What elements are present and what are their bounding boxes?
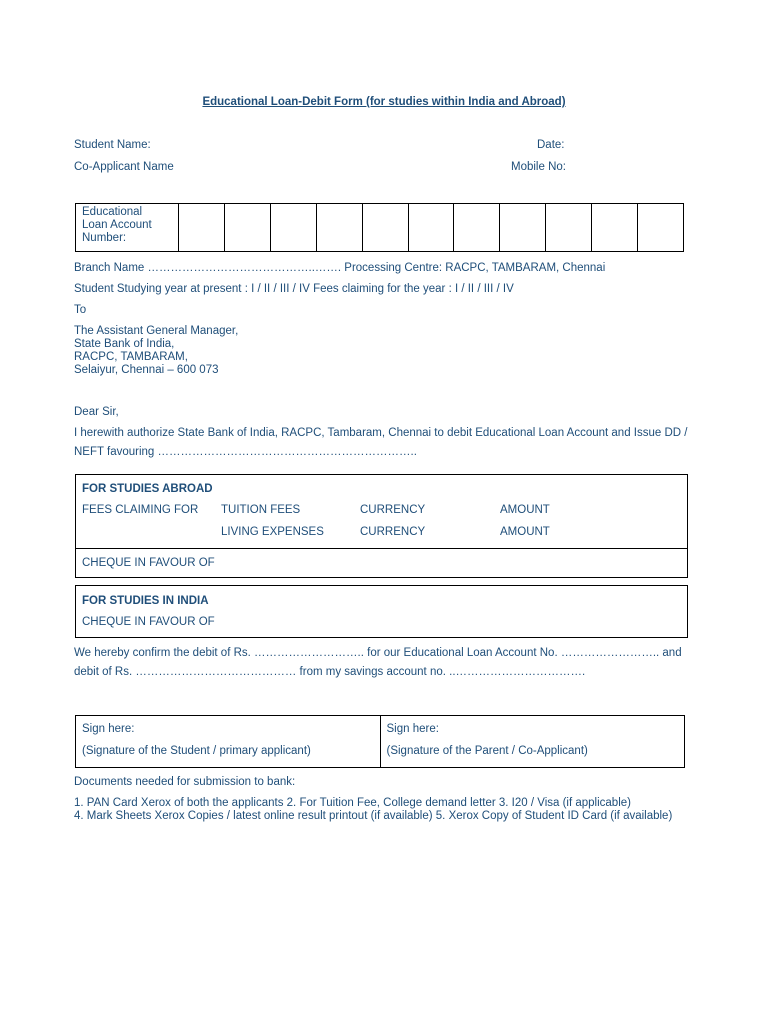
confirm-line-1: We hereby confirm the debit of Rs. ……………………….. for our Educational Loan Account No. …………………….. and [74,647,682,659]
recipient-address: The Assistant General Manager, State Bank of India, RACPC, TAMBARAM, Selaiyur, Chennai – 600 073 [74,325,239,376]
account-digit-box[interactable] [454,204,500,252]
studies-abroad-heading: FOR STUDIES ABROAD [82,483,213,495]
account-digit-box[interactable] [362,204,408,252]
form-title: Educational Loan-Debit Form (for studies within India and Abroad) [202,96,566,108]
mobile-label: Mobile No: [511,161,566,173]
account-digit-box[interactable] [316,204,362,252]
account-digit-box[interactable] [546,204,592,252]
account-digit-box[interactable] [638,204,684,252]
account-digit-box[interactable] [408,204,454,252]
tuition-amount-label[interactable]: AMOUNT [500,504,550,516]
account-digit-box[interactable] [179,204,225,252]
account-digit-box[interactable] [592,204,638,252]
living-currency-label[interactable]: CURRENCY [360,526,426,538]
student-signature-cell[interactable] [76,716,381,768]
loan-account-number-grid [75,203,684,252]
signature-table [75,715,685,768]
date-label: Date: [537,139,565,151]
tuition-currency-label[interactable]: CURRENCY [360,504,426,516]
student-name-label: Student Name: [74,139,151,151]
studies-india-heading: FOR STUDIES IN INDIA [82,595,209,607]
parent-signature-caption: (Signature of the Parent / Co-Applicant) [386,745,588,757]
documents-heading: Documents needed for submission to bank: [74,776,296,788]
authorize-line-1: I herewith authorize State Bank of India, RACPC, Tambaram, Chennai to debit Educational Loan Account and Issue DD / [74,427,688,439]
loan-account-label: Educational Loan Account Number: [76,204,179,252]
student-signature-caption: (Signature of the Student / primary applicant) [82,745,311,757]
living-expenses-label[interactable]: LIVING EXPENSES [221,526,324,538]
documents-line-1: 1. PAN Card Xerox of both the applicants 2. For Tuition Fee, College demand letter 3. I20 / Visa (if applicable) [74,797,631,809]
sign-here-label: Sign here: [82,723,135,735]
to-label: To [74,304,87,316]
branch-line: Branch Name ……………………………………..……. Processing Centre: RACPC, TAMBARAM, Chennai [74,262,606,274]
sign-here-label: Sign here: [386,723,439,735]
divider [76,548,687,549]
study-year-line: Student Studying year at present : I / II / III / IV Fees claiming for the year : I / II / III / IV [74,283,514,295]
account-digit-box[interactable] [270,204,316,252]
studies-india-box [75,585,688,638]
co-applicant-label: Co-Applicant Name [74,161,174,173]
confirm-line-2: debit of Rs. …………………………………… from my savings account no. ..……………………………. [74,666,586,678]
tuition-fees-label[interactable]: TUITION FEES [221,504,301,516]
abroad-cheque-favour-label[interactable]: CHEQUE IN FAVOUR OF [82,557,215,569]
living-amount-label[interactable]: AMOUNT [500,526,550,538]
india-cheque-favour-label[interactable]: CHEQUE IN FAVOUR OF [82,616,215,628]
account-digit-box[interactable] [500,204,546,252]
salutation: Dear Sir, [74,406,119,418]
documents-line-2: 4. Mark Sheets Xerox Copies / latest online result printout (if available) 5. Xerox Copy of Student ID Card (if available) [74,810,673,822]
parent-signature-cell[interactable] [380,716,685,768]
fees-claiming-for-label: FEES CLAIMING FOR [82,504,199,516]
authorize-line-2: NEFT favouring ………………………………………………………….. [74,446,417,458]
account-digit-box[interactable] [224,204,270,252]
